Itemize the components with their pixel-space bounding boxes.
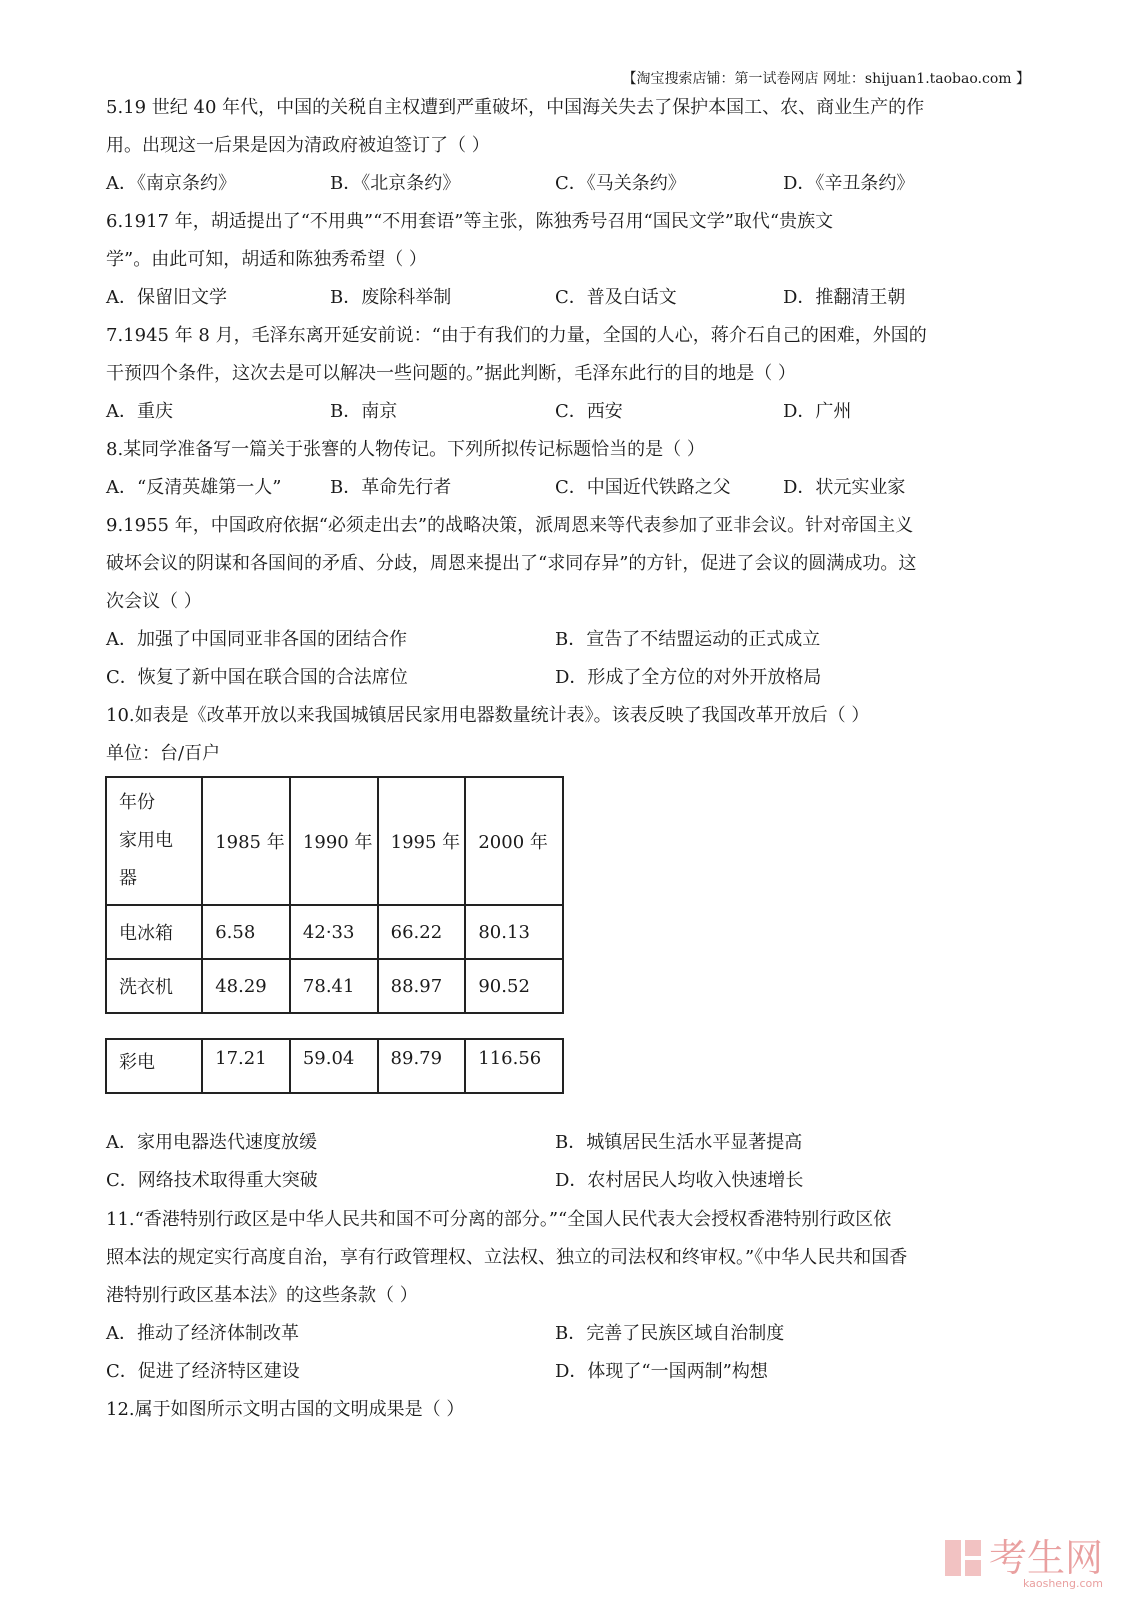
q6-option-b[interactable]: B．废除科举制	[330, 287, 452, 308]
table-row-color-tv	[106, 1039, 563, 1093]
table-row-refrigerator	[106, 905, 563, 959]
table-cell: 90.52	[465, 959, 563, 1013]
q7-option-b[interactable]: B．南京	[330, 401, 398, 422]
q7-stem-line2: 干预四个条件，这次去是可以解决一些问题的。”据此判断，毛泽东此行的目的地是（ ）	[106, 363, 796, 384]
q9-option-a[interactable]: A．加强了中国同亚非各国的团结合作	[106, 629, 407, 650]
q9-stem-line1: 9.1955 年，中国政府依据“必须走出去”的战略决策，派周恩来等代表参加了亚非会议。针对帝国主义	[106, 515, 914, 536]
kaosheng-logo-icon	[943, 1538, 983, 1578]
q10-option-a[interactable]: A．家用电器迭代速度放缓	[106, 1132, 317, 1153]
q11-option-c[interactable]: C．促进了经济特区建设	[106, 1361, 300, 1382]
q9-stem-line2: 破坏会议的阴谋和各国间的矛盾、分歧，周恩来提出了“求同存异”的方针，促进了会议的圆满成功。这	[106, 553, 917, 574]
table-cell: 88.97	[378, 959, 466, 1013]
shop-header: 【淘宝搜索店铺：第一试卷网店 网址：shijuan1.taobao.com 】	[622, 71, 1030, 87]
table-corner-cell	[106, 777, 202, 905]
q8-stem-line1: 8.某同学准备写一篇关于张謇的人物传记。下列所拟传记标题恰当的是（ ）	[106, 439, 705, 460]
table-cell: 42·33	[290, 905, 378, 959]
row-label: 彩电	[106, 1039, 202, 1093]
table-cell: 17.21	[202, 1039, 290, 1093]
row-label: 洗衣机	[106, 959, 202, 1013]
row-label: 电冰箱	[106, 905, 202, 959]
q9-option-d[interactable]: D．形成了全方位的对外开放格局	[555, 667, 822, 688]
q8-option-b[interactable]: B．革命先行者	[330, 477, 452, 498]
q7-option-c[interactable]: C．西安	[555, 401, 623, 422]
q8-option-d[interactable]: D．状元实业家	[783, 477, 906, 498]
q6-stem-line1: 6.1917 年，胡适提出了“不用典”“不用套语”等主张，陈独秀号召用“国民文学”取代“贵族文	[106, 211, 834, 232]
q12-stem-line1: 12.属于如图所示文明古国的文明成果是（ ）	[106, 1399, 465, 1420]
year-2000: 2000 年	[465, 777, 563, 905]
table-cell: 6.58	[202, 905, 290, 959]
q5-option-a[interactable]: A．《南京条约》	[106, 173, 236, 194]
q6-stem-line2: 学”。由此可知，胡适和陈独秀希望（ ）	[106, 249, 427, 270]
q5-option-b[interactable]: B．《北京条约》	[330, 173, 461, 194]
q10-unit-label: 单位：台/百户	[106, 743, 221, 764]
year-1995: 1995 年	[378, 777, 466, 905]
q7-stem-line1: 7.1945 年 8 月，毛泽东离开延安前说：“由于有我们的力量，全国的人心，蒋介石自己的困难，外国的	[106, 325, 927, 346]
q6-option-a[interactable]: A．保留旧文学	[106, 287, 227, 308]
q11-stem-line2: 照本法的规定实行高度自治，享有行政管理权、立法权、独立的司法权和终审权。”《中华人民共和国香	[106, 1247, 908, 1268]
watermark-text: 考生网	[988, 1536, 1103, 1580]
q10-option-d[interactable]: D．农村居民人均收入快速增长	[555, 1170, 804, 1191]
q11-option-d[interactable]: D．体现了“一国两制”构想	[555, 1361, 768, 1382]
q9-option-b[interactable]: B．宣告了不结盟运动的正式成立	[555, 629, 821, 650]
table-header-row	[106, 777, 563, 905]
table-cell: 48.29	[202, 959, 290, 1013]
table-cell: 59.04	[290, 1039, 378, 1093]
q5-stem-line2: 用。出现这一后果是因为清政府被迫签订了（ ）	[106, 135, 490, 156]
q11-option-a[interactable]: A．推动了经济体制改革	[106, 1323, 299, 1344]
corner-label-appliance-1: 家用电	[119, 830, 173, 851]
q11-stem-line1: 11.“香港特别行政区是中华人民共和国不可分离的部分。”“全国人民代表大会授权香港特别行政区依	[106, 1209, 892, 1230]
table-cell: 89.79	[378, 1039, 466, 1093]
q11-stem-line3: 港特别行政区基本法》的这些条款（ ）	[106, 1285, 418, 1306]
q10-stem-line1: 10.如表是《改革开放以来我国城镇居民家用电器数量统计表》。该表反映了我国改革开放后（ ）	[106, 705, 870, 726]
appliance-table	[105, 776, 564, 1014]
kaosheng-watermark	[943, 1536, 1103, 1590]
table-cell: 78.41	[290, 959, 378, 1013]
table-row-washing-machine	[106, 959, 563, 1013]
q7-option-a[interactable]: A．重庆	[106, 401, 173, 422]
table-cell: 116.56	[465, 1039, 563, 1093]
q8-option-c[interactable]: C．中国近代铁路之父	[555, 477, 731, 498]
q6-option-c[interactable]: C．普及白话文	[555, 287, 677, 308]
q10-option-b[interactable]: B．城镇居民生活水平显著提高	[555, 1132, 803, 1153]
q5-option-d[interactable]: D．《辛丑条约》	[783, 173, 915, 194]
table-cell: 66.22	[378, 905, 466, 959]
q8-option-a[interactable]: A．“反清英雄第一人”	[106, 477, 282, 498]
q5-option-c[interactable]: C．《马关条约》	[555, 173, 686, 194]
corner-label-appliance-2: 器	[119, 868, 137, 889]
year-1985: 1985 年	[202, 777, 290, 905]
q9-option-c[interactable]: C．恢复了新中国在联合国的合法席位	[106, 667, 408, 688]
year-1990: 1990 年	[290, 777, 378, 905]
q9-stem-line3: 次会议（ ）	[106, 591, 202, 612]
q5-stem-line1: 5.19 世纪 40 年代，中国的关税自主权遭到严重破坏，中国海关失去了保护本国工、农、商业生产的作	[106, 97, 925, 118]
table-cell: 80.13	[465, 905, 563, 959]
q11-option-b[interactable]: B．完善了民族区域自治制度	[555, 1323, 785, 1344]
q10-option-c[interactable]: C．网络技术取得重大突破	[106, 1170, 318, 1191]
watermark-subtext: kaosheng.com	[1022, 1577, 1103, 1590]
q6-option-d[interactable]: D．推翻清王朝	[783, 287, 906, 308]
corner-label-year: 年份	[119, 792, 155, 813]
appliance-table-continued	[105, 1038, 564, 1094]
q7-option-d[interactable]: D．广州	[783, 401, 852, 422]
